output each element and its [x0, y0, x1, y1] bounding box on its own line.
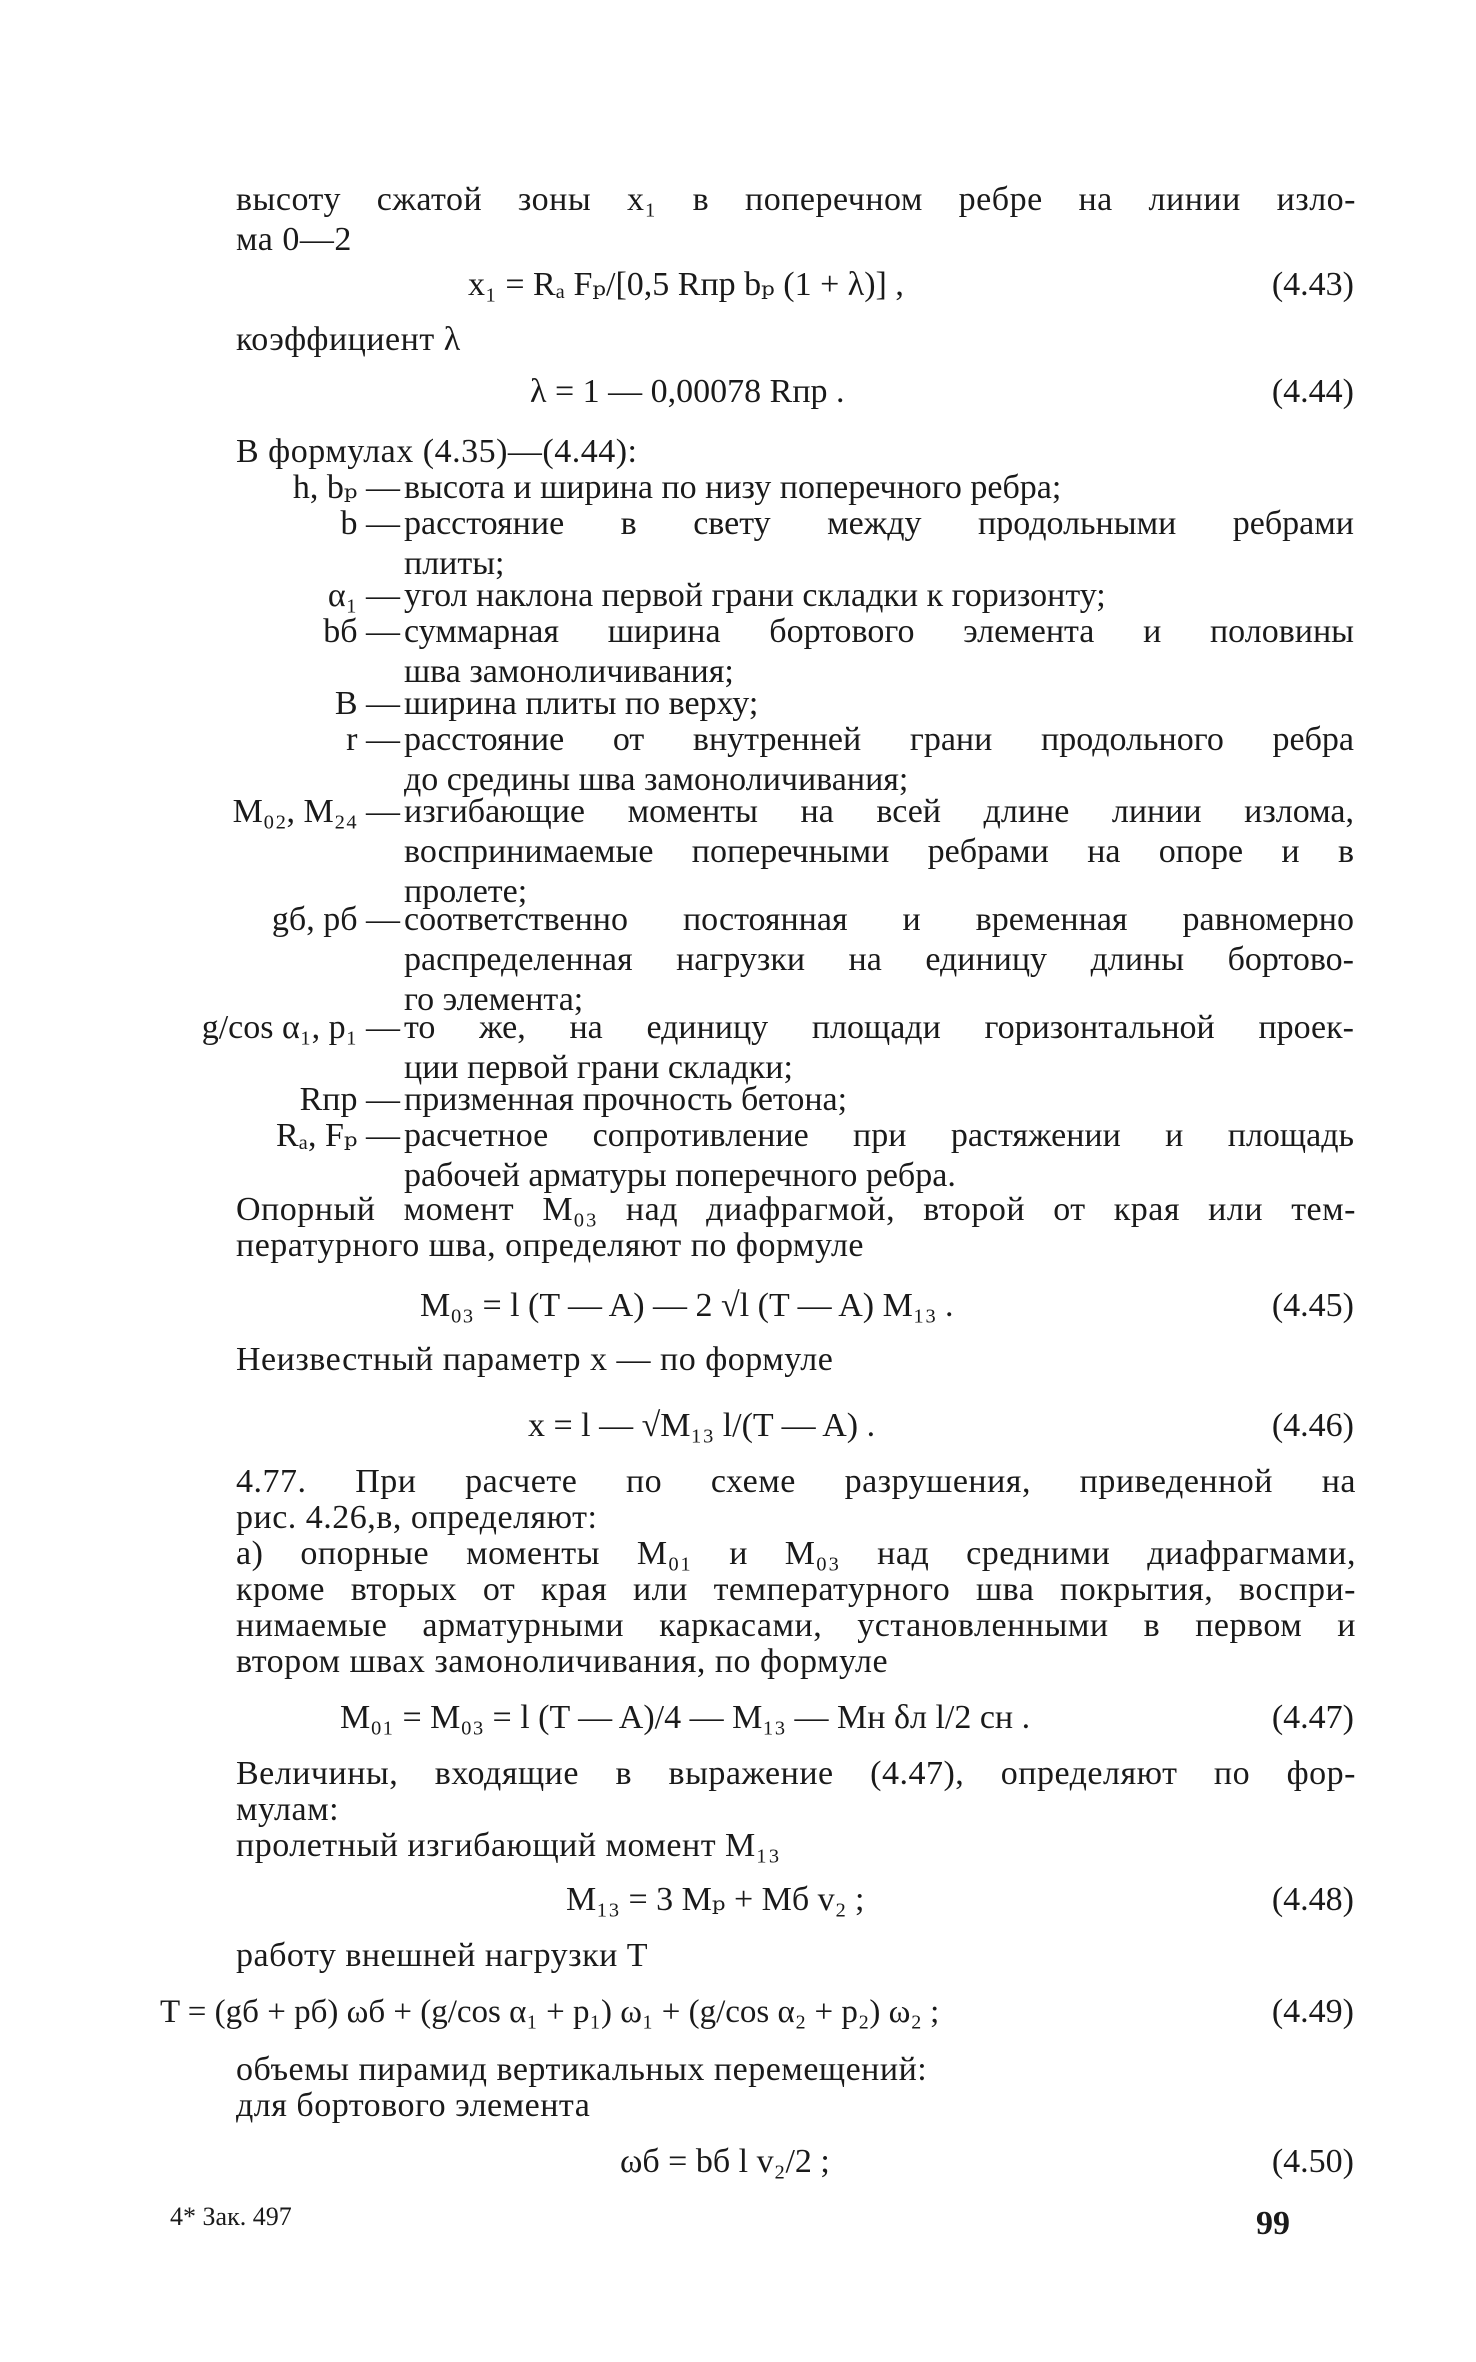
equation: T = (gб + pб) ωб + (g/cos α₁ + p₁) ω₁ + (g/cos α₂ + p₂) ω₂ ;: [160, 1994, 940, 2030]
equation-number: (4.47): [1271, 1699, 1354, 1736]
page-number: 99: [1256, 2205, 1290, 2242]
definition-term: g/cos α₁, p₁ —: [201, 1009, 400, 1046]
equation-number: (4.43): [1271, 266, 1354, 303]
text-line: работу внешней нагрузки T: [236, 1937, 649, 1974]
equation-number: (4.48): [1271, 1881, 1354, 1918]
definition-line: шва замоноличивания;: [404, 653, 734, 690]
text-line: нимаемые арматурными каркасами, установленными в первом и: [236, 1607, 1356, 1644]
definition-line: угол наклона первой грани складки к горизонту;: [404, 577, 1106, 614]
definition-text: [404, 612, 1354, 692]
text-line: Неизвестный параметр x — по формуле: [236, 1341, 834, 1378]
definition-text: [404, 576, 1354, 616]
definition-line: изгибающие моменты на всей длине линии излома,: [404, 793, 1354, 830]
text-line: мулам:: [236, 1791, 340, 1828]
definition-text: [404, 720, 1354, 800]
definition-term: B —: [334, 685, 400, 722]
text-line: Опорный момент M₀₃ над диафрагмой, второй от края или тем-: [236, 1191, 1356, 1228]
definition-line: суммарная ширина бортового элемента и половины: [404, 613, 1354, 650]
definition-line: пролете;: [404, 873, 528, 910]
definition-line: ции первой грани складки;: [404, 1049, 793, 1086]
definition-line: призменная прочность бетона;: [404, 1081, 848, 1118]
definition-text: [404, 504, 1354, 584]
text-line: пролетный изгибающий момент M₁₃: [236, 1827, 781, 1864]
text-line: втором швах замоноличивания, по формуле: [236, 1643, 889, 1680]
definition-line: до средины шва замоноличивания;: [404, 761, 909, 798]
definition-term: gб, pб —: [271, 901, 400, 938]
text-line: коэффициент λ: [236, 321, 461, 358]
definition-text: [404, 1008, 1354, 1088]
text-line: В формулах (4.35)—(4.44):: [236, 433, 638, 470]
definition-text: [404, 900, 1354, 1020]
equation-number: (4.45): [1271, 1287, 1354, 1324]
definition-line: то же, на единицу площади горизонтальной проек-: [404, 1009, 1354, 1046]
definition-line: плиты;: [404, 545, 505, 582]
definition-term: r —: [346, 721, 400, 758]
definition-text: [404, 1080, 1354, 1120]
definition-text: [404, 684, 1354, 724]
equation: λ = 1 — 0,00078 Rпр .: [530, 373, 845, 410]
text-line: пературного шва, определяют по формуле: [236, 1227, 865, 1264]
equation-number: (4.49): [1271, 1993, 1354, 2030]
text-line: кроме вторых от края или температурного шва покрытия, воспри-: [236, 1571, 1356, 1608]
definition-line: воспринимаемые поперечными ребрами на опоре и в: [404, 833, 1354, 870]
definition-term: Rₐ, Fₚ —: [276, 1117, 400, 1154]
equation-number: (4.44): [1271, 373, 1354, 410]
definition-text: [404, 468, 1354, 508]
definition-line: го элемента;: [404, 981, 584, 1018]
definition-line: расстояние от внутренней грани продольного ребра: [404, 721, 1354, 758]
definition-line: рабочей арматуры поперечного ребра.: [404, 1157, 956, 1194]
text-line: 4.77. При расчете по схеме разрушения, приведенной на: [236, 1463, 1356, 1500]
text-line: рис. 4.26,в, определяют:: [236, 1499, 598, 1536]
text-line: Величины, входящие в выражение (4.47), определяют по фор-: [236, 1755, 1356, 1792]
text-line: ма 0—2: [236, 221, 352, 258]
equation: M₀₁ = M₀₃ = l (T — A)/4 — M₁₃ — Mн δл l/2 cн .: [340, 1699, 1031, 1736]
text-line: объемы пирамид вертикальных перемещений:: [236, 2051, 928, 2088]
text-line: а) опорные моменты M₀₁ и M₀₃ над средними диафрагмами,: [236, 1535, 1356, 1572]
equation-number: (4.46): [1271, 1407, 1354, 1444]
definition-line: расчетное сопротивление при растяжении и площадь: [404, 1117, 1354, 1154]
definition-term: h, bₚ —: [292, 469, 400, 506]
equation: x₁ = Rₐ Fₚ/[0,5 Rпр bₚ (1 + λ)] ,: [468, 266, 904, 303]
definition-line: соответственно постоянная и временная равномерно: [404, 901, 1354, 938]
text-line: для бортового элемента: [236, 2087, 591, 2124]
equation: x = l — √M₁₃ l/(T — A) .: [528, 1407, 876, 1444]
definition-term: bб —: [323, 613, 400, 650]
equation-number: (4.50): [1271, 2143, 1354, 2180]
definition-term: M₀₂, M₂₄ —: [232, 793, 400, 830]
equation: M₀₃ = l (T — A) — 2 √l (T — A) M₁₃ .: [420, 1287, 954, 1324]
definition-term: α₁ —: [327, 577, 400, 614]
text-line: высоту сжатой зоны x₁ в поперечном ребре на линии изло-: [236, 181, 1356, 218]
definition-line: ширина плиты по верху;: [404, 685, 759, 722]
definition-line: распределенная нагрузки на единицу длины бортово-: [404, 941, 1354, 978]
definition-line: высота и ширина по низу поперечного ребра;: [404, 469, 1062, 506]
definition-text: [404, 1116, 1354, 1196]
equation: ωб = bб l v₂/2 ;: [620, 2143, 830, 2180]
printing-order-note: 4* Зак. 497: [170, 2202, 292, 2231]
definition-term: Rпр —: [299, 1081, 400, 1118]
equation: M₁₃ = 3 Mₚ + Mб v₂ ;: [566, 1881, 865, 1918]
definition-text: [404, 792, 1354, 912]
definition-line: расстояние в свету между продольными ребрами: [404, 505, 1354, 542]
definition-term: b —: [340, 505, 400, 542]
